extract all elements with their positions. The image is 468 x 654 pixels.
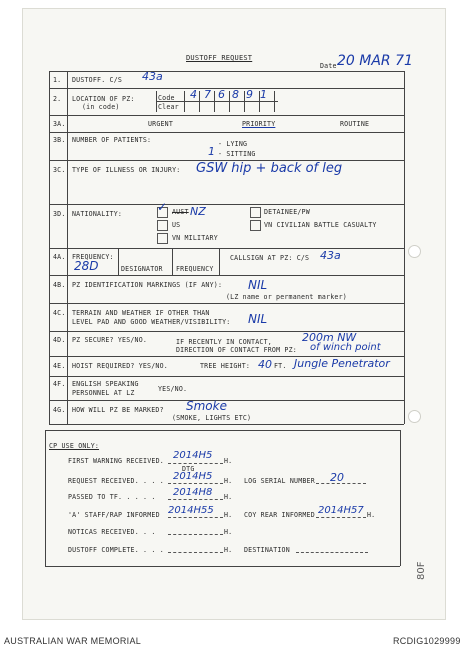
h-label: H. bbox=[224, 528, 233, 536]
row-number: 4A. bbox=[53, 253, 66, 261]
margin-note: 80F bbox=[416, 561, 427, 580]
contact-label: IF RECENTLY IN CONTACT, bbox=[176, 338, 272, 346]
punch-hole bbox=[408, 245, 421, 258]
sitting-count: 1 bbox=[208, 145, 215, 158]
pz-grid-code: 476891 bbox=[190, 88, 274, 101]
vn-civilian-checkbox bbox=[250, 220, 261, 231]
frequency-label: FREQUENCY: bbox=[72, 253, 114, 261]
aust-label: AUST bbox=[172, 208, 189, 216]
injury-label: TYPE OF ILLNESS OR INJURY: bbox=[72, 166, 181, 174]
checkmark-icon: ✓ bbox=[157, 200, 168, 214]
english-label: ENGLISH SPEAKING bbox=[72, 380, 139, 388]
pz-markings-label: PZ IDENTIFICATION MARKINGS (IF ANY): bbox=[72, 281, 223, 289]
h-label: H. bbox=[224, 511, 233, 519]
footer-right: RCDIG1029999 bbox=[393, 636, 461, 646]
hoist-type-value: Jungle Penetrator bbox=[294, 357, 390, 370]
h-label: H. bbox=[224, 457, 233, 465]
tree-height-value: 40 bbox=[258, 358, 272, 371]
detainee-checkbox bbox=[250, 207, 261, 218]
contact-direction-value: 200m NW bbox=[302, 331, 357, 344]
priority-option: PRIORITY bbox=[242, 120, 276, 128]
dtg-label: DTG bbox=[182, 465, 195, 473]
row-number: 4D. bbox=[53, 336, 66, 344]
row-number: 4F. bbox=[53, 380, 66, 388]
patients-label: NUMBER OF PATIENTS: bbox=[72, 136, 152, 144]
sitting-label: - SITTING bbox=[218, 150, 256, 158]
dustoff-complete-label: DUSTOFF COMPLETE. . . . bbox=[68, 546, 164, 554]
callsign-pz-value: 43a bbox=[320, 249, 341, 262]
english-yes-no: YES/NO. bbox=[158, 385, 188, 393]
punch-hole bbox=[408, 410, 421, 423]
vn-military-label: VN MILITARY bbox=[172, 234, 218, 242]
destination-label: DESTINATION bbox=[244, 546, 290, 554]
contact-direction-value-2: of winch point bbox=[310, 342, 381, 353]
row-number: 2. bbox=[53, 95, 62, 103]
pz-secure-label: PZ SECURE? YES/NO. bbox=[72, 336, 148, 344]
pz-marked-value: Smoke bbox=[186, 399, 227, 413]
pz-location-sub: (in code) bbox=[82, 103, 120, 111]
passed-label: PASSED TO TF. . . . . bbox=[68, 493, 156, 501]
terrain-label: TERRAIN AND WEATHER IF OTHER THAN bbox=[72, 309, 210, 317]
designator-label: DESIGNATOR bbox=[121, 265, 163, 273]
row-number: 3A. bbox=[53, 120, 66, 128]
routine-option: ROUTINE bbox=[340, 120, 370, 128]
date-label: Date bbox=[320, 62, 337, 70]
frequency-value: 28D bbox=[74, 259, 99, 273]
pz-markings-sub: (LZ name or permanent marker) bbox=[226, 293, 347, 301]
contact-direction-label: DIRECTION OF CONTACT FROM PZ: bbox=[176, 346, 297, 354]
noticas-label: NOTICAS RECEIVED. . . bbox=[68, 528, 156, 536]
vn-military-checkbox bbox=[157, 233, 168, 244]
pz-location-label: LOCATION OF PZ: bbox=[72, 95, 135, 103]
english-label-2: PERSONNEL AT LZ bbox=[72, 389, 135, 397]
row-number: 3C. bbox=[53, 166, 66, 174]
pz-marked-sub: (SMOKE, LIGHTS ETC) bbox=[172, 414, 252, 422]
callsign-pz-label: CALLSIGN AT PZ: C/S bbox=[230, 254, 310, 262]
row-number: 3D. bbox=[53, 210, 66, 218]
coy-rear-value: 2014H57 bbox=[318, 505, 364, 516]
us-label: US bbox=[172, 221, 181, 229]
us-checkbox bbox=[157, 220, 168, 231]
form-title: DUSTOFF REQUEST bbox=[186, 54, 253, 62]
dustoff-callsign-value: 43a bbox=[142, 70, 163, 83]
a-staff-value: 2014H55 bbox=[168, 505, 214, 516]
log-serial-value: 20 bbox=[330, 471, 344, 484]
terrain-value: NIL bbox=[248, 312, 268, 326]
first-warning-value: 2014H5 bbox=[173, 450, 213, 461]
row-number: 4G. bbox=[53, 406, 66, 414]
pz-markings-value: NIL bbox=[248, 278, 268, 292]
cp-heading: CP USE ONLY: bbox=[49, 442, 100, 450]
lying-label: - LYING bbox=[218, 140, 248, 148]
date-value: 20 MAR 71 bbox=[337, 53, 413, 69]
frequency-col-label: FREQUENCY bbox=[176, 265, 214, 273]
dustoff-callsign-label: DUSTOFF. C/S bbox=[72, 76, 123, 84]
request-label: REQUEST RECEIVED. . . . bbox=[68, 477, 164, 485]
h-label: H. bbox=[224, 546, 233, 554]
nationality-label: NATIONALITY: bbox=[72, 210, 123, 218]
passed-value: 2014H8 bbox=[173, 487, 213, 498]
a-staff-label: 'A' STAFF/RAP INFORMED bbox=[68, 511, 160, 519]
row-number: 4C. bbox=[53, 309, 66, 317]
request-value: 2014H5 bbox=[173, 471, 213, 482]
first-warning-label: FIRST WARNING RECEIVED. bbox=[68, 457, 164, 465]
row-number: 1. bbox=[53, 76, 62, 84]
row-number: 4B. bbox=[53, 281, 66, 289]
clear-label: Clear bbox=[158, 103, 179, 111]
footer-left: AUSTRALIAN WAR MEMORIAL bbox=[4, 636, 142, 646]
vn-civilian-label: VN CIVILIAN BATTLE CASUALTY bbox=[264, 221, 377, 229]
urgent-option: URGENT bbox=[148, 120, 174, 128]
ft-label: FT. bbox=[274, 362, 287, 370]
terrain-label-2: LEVEL PAD AND GOOD WEATHER/VISIBILITY: bbox=[72, 318, 231, 326]
code-label: Code bbox=[158, 94, 175, 102]
log-serial-label: LOG SERIAL NUMBER bbox=[244, 477, 315, 485]
detainee-label: DETAINEE/PW bbox=[264, 208, 310, 216]
coy-rear-label: COY REAR INFORMED bbox=[244, 511, 315, 519]
h-label: H. bbox=[224, 477, 233, 485]
tree-height-label: TREE HEIGHT: bbox=[200, 362, 251, 370]
pz-marked-label: HOW WILL PZ BE MARKED? bbox=[72, 406, 164, 414]
injury-value: GSW hip + back of leg bbox=[196, 161, 343, 176]
h-label: H. bbox=[224, 493, 233, 501]
hoist-label: HOIST REQUIRED? YES/NO. bbox=[72, 362, 168, 370]
row-number: 4E. bbox=[53, 362, 66, 370]
row-number: 3B. bbox=[53, 136, 66, 144]
h-label: H. bbox=[367, 511, 376, 519]
nationality-value: NZ bbox=[190, 205, 206, 218]
